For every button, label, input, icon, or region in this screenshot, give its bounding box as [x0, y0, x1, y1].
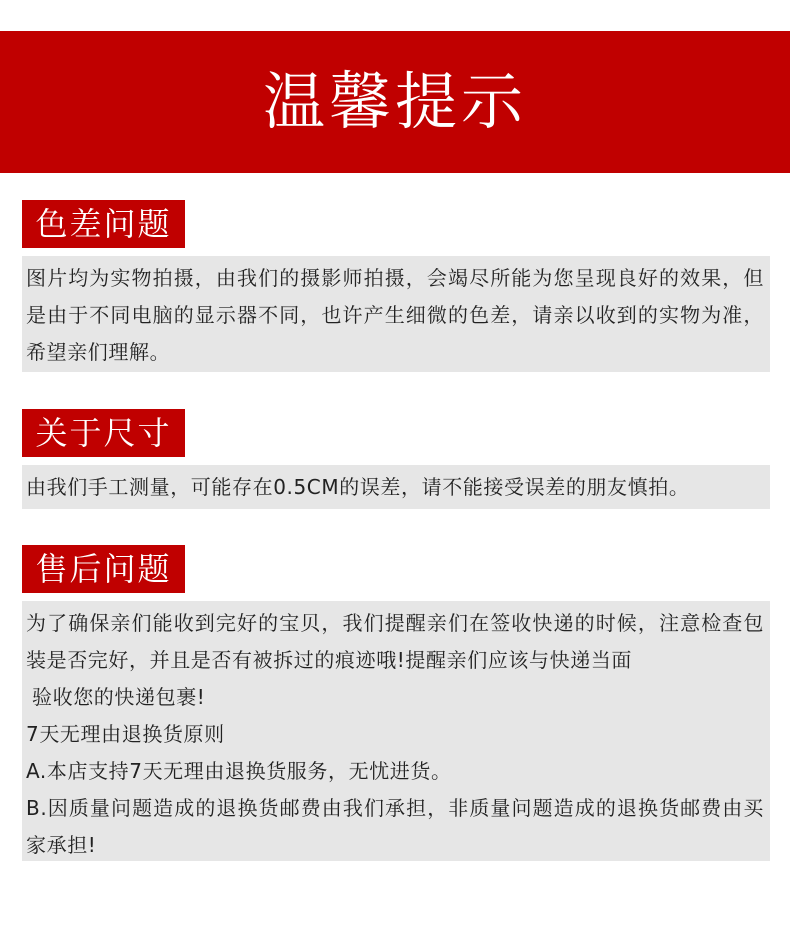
section-body-after-sales: [22, 601, 770, 861]
paragraph: 图片均为实物拍摄，由我们的摄影师拍摄，会竭尽所能为您呈现良好的效果，但是由于不同电脑的显示器不同，也许产生细微的色差，请亲以收到的实物为准，希望亲们理解。: [26, 266, 764, 364]
section-heading-color-difference: 色差问题: [22, 200, 185, 248]
section-heading-size: 关于尺寸: [22, 409, 185, 457]
section-body-size: [22, 465, 770, 509]
header-banner: [0, 31, 790, 173]
paragraph: 由我们手工测量，可能存在0.5CM的误差，请不能接受误差的朋友慎拍。: [26, 475, 690, 499]
section-body-color-difference: [22, 256, 770, 372]
paragraph: 验收您的快递包裹!: [32, 685, 206, 709]
section-heading-after-sales: 售后问题: [22, 545, 185, 593]
paragraph: 7天无理由退换货原则: [26, 722, 225, 746]
paragraph: 为了确保亲们能收到完好的宝贝，我们提醒亲们在签收快递的时候，注意检查包装是否完好，并且是否有被拆过的痕迹哦!提醒亲们应该与快递当面: [26, 611, 764, 672]
paragraph: B.因质量问题造成的退换货邮费由我们承担，非质量问题造成的退换货邮费由买家承担!: [26, 796, 764, 857]
page-title: 温馨提示: [262, 65, 527, 138]
paragraph: A.本店支持7天无理由退换货服务，无忧进货。: [26, 759, 452, 783]
